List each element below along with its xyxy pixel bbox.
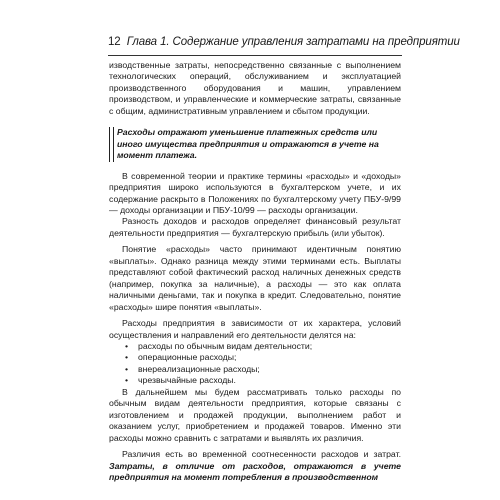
paragraph-2: В современной теории и практике термины «расходы» и «доходы» предприятия широко используются в бухгалтерском учете, и их содержание раскрыто в Положениях по бухгалтерскому учету ПБУ-9/99 — доходы организации и ПБУ-10/99 — расходы организации. [109, 170, 401, 215]
bullet-icon: • [125, 352, 129, 363]
callout-text: Расходы отражают уменьшение платежных средств или иного имущества предприятия и отражаются в учете на момент платежа. [117, 127, 379, 161]
list-item: • расходы по обычным видам деятельности; [125, 340, 313, 351]
callout-bar [109, 127, 114, 161]
bullet-icon: • [125, 340, 129, 351]
running-header [108, 34, 460, 51]
callout-definition [109, 127, 401, 161]
list-item: • чрезвычайные расходы. [125, 375, 236, 386]
bullet-icon: • [125, 375, 129, 386]
list-item: • внереализационные расходы; [125, 363, 260, 374]
page-number: 12 [108, 36, 121, 48]
header-rule [108, 55, 402, 56]
paragraph-6: В дальнейшем мы будем рассматривать только расходы по обычным видам деятельности предприятия, которые связаны с изготовлением и продажей продукции, выполнением работ и оказанием услуг, приобретением и продажей товаров. Именно эти расходы можно сравнить с затратами и выявлять их различия. [109, 386, 401, 443]
chapter-title: Глава 1. Содержание управления затратами на предприятии [126, 36, 460, 48]
expense-types-list [109, 341, 401, 387]
paragraph-7: Различия есть во временной соотнесенности расходов и затрат. Затраты, в отличие от расходов, отражаются в учете предприятия на момент потребления в производственном [109, 449, 401, 482]
emphasis-text: Затраты, в отличие от расходов, отражаются в учете предприятия на момент потребления в производственном [109, 460, 401, 482]
bullet-icon: • [125, 363, 129, 374]
paragraph-3: Разность доходов и расходов определяет финансовый результат деятельности предприятия — бухгалтерскую прибыль (или убыток). [109, 216, 401, 238]
paragraph-1: изводственные затраты, непосредственно связанные с выполнением технологических операций, обслуживанием и эксплуатацией производственного оборудования и машин, управлением производством, и управленческие и коммерческие затраты, связанные с общим, административным управлением и сбытом продукции. [109, 60, 401, 116]
paragraph-5: Расходы предприятия в зависимости от их характера, условий осуществления и направлений его деятельности делятся на: [109, 318, 401, 340]
body-text [109, 60, 401, 483]
list-item: • операционные расходы; [125, 352, 237, 363]
paragraph-4: Понятие «расходы» часто принимают идентичным понятию «выплаты». Однако разница между этими терминами есть. Выплаты представляют собой фактический расход наличных денежных средств (например, покупка за наличные), а расходы — это как оплата наличными деньгами, так и покупка в кредит. Следовательно, понятие «расходы» шире понятия «выплаты». [109, 244, 401, 312]
